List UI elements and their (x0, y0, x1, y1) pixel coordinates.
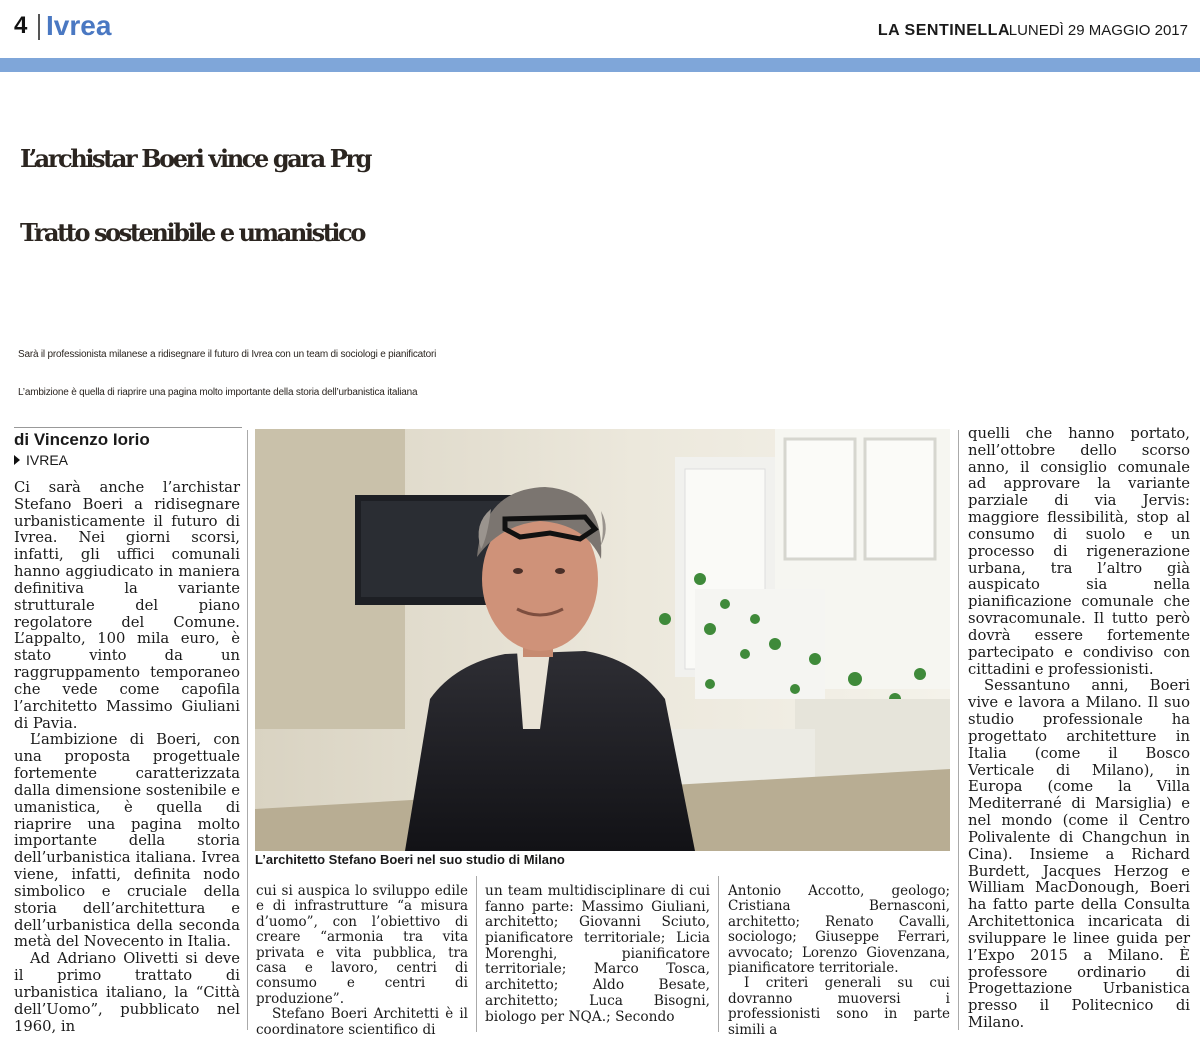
headline-line-2: Tratto sostenibile e umanistico (20, 218, 364, 247)
column-divider (247, 430, 248, 1030)
dateline (14, 452, 242, 468)
subheadline-line-1: Sarà il professionista milanese a ridisegnare il futuro di Ivrea con un team di sociologi e pianificatori (18, 349, 437, 360)
masthead (0, 0, 1200, 55)
paragraph: Ad Adriano Olivetti si deve il primo trattato di urbanistica italiano, la “Città dell’Uomo”, pubblicato nel 1960, in (14, 950, 240, 1035)
publication-date: LUNEDÌ 29 MAGGIO 2017 (1008, 22, 1188, 39)
subheadline-line-2: L’ambizione è quella di riaprire una pagina molto importante della storia dell’urbanistica italiana (18, 387, 418, 398)
page-number: 4 (14, 12, 28, 39)
header-rule (0, 58, 1200, 72)
paragraph: L’ambizione di Boeri, con una proposta progettuale fortemente caratterizzata dalla dimensione sostenibile e umanistica, è quella di riaprire una pagina molto importante della storia dell’urbanistica italiana. Ivrea viene, infatti, definita nodo simbolico e cruciale della storia dell’architettura e dell’urbanistica della seconda metà del Novecento in Italia. (14, 731, 240, 951)
article-column-1 (14, 480, 240, 1035)
subheadline (18, 336, 1198, 412)
paragraph: Ci sarà anche l’archistar Stefano Boeri a ridisegnare urbanisticamente il futuro di Ivrea. Nei giorni scorsi, infatti, gli uffici comunali hanno aggiudicato in maniera definitiva la variante strutturale del piano regolatore del Comune. L’appalto, 100 mila euro, è stato vinto da un raggruppamento temporaneo che vede come capofila l’architetto Massimo Giuliani di Pavia. (14, 479, 240, 732)
masthead-separator (38, 14, 40, 40)
dateline-location: IVREA (26, 452, 69, 468)
section-title: Ivrea (46, 10, 112, 41)
paragraph: un team multidisciplinare di cui fanno parte: Massimo Giuliani, architetto; Giovanni Sciuto, pianificatore territoriale; Licia Morenghi, pianificatore territoriale; Marco Tosca, architetto; Aldo Besate, architetto; Luca Bisogni, biologo per NQA.; Secondo (485, 883, 710, 1025)
headline (20, 122, 1190, 270)
photo-caption: L’architetto Stefano Boeri nel suo studio di Milano (255, 852, 565, 867)
paragraph: I criteri generali su cui dovranno muoversi i professionisti sono in parte simili a (728, 975, 950, 1038)
article-column-4 (728, 884, 950, 1038)
headline-line-1: L’archistar Boeri vince gara Prg (20, 144, 370, 173)
article-column-2 (256, 884, 468, 1038)
newspaper-name: LA SENTINELLA (877, 22, 1010, 39)
column-divider (718, 876, 719, 1032)
paragraph: quelli che hanno portato, nell’ottobre dello scorso anno, il consiglio comunale ad approvare la variante parziale di via Jervis: maggiore flessibilità, stop al consumo di suolo e un processo di rigenerazione urbana, tra l’altro già auspicato sia nella pianificazione comunale che sovracomunale. Il tutto però dovrà essere fortemente partecipato e condiviso con cittadini e professionisti. (968, 425, 1190, 678)
article-column-3 (485, 884, 710, 1025)
photo-architect-studio (255, 429, 950, 851)
column-divider (958, 430, 959, 1030)
paragraph: Sessantuno anni, Boeri vive e lavora a Milano. Il suo studio professionale ha progettato architetture in Italia (come il Bosco Verticale di Milano), in Europa (come la Villa Mediterrané di Marsiglia) e nel mondo (come il Centro Polivalente di Changchun in Cina). Insieme a Richard Burdett, Jacques Herzog e William MacDonough, Boeri ha fatto parte della Consulta Architettonica incaricata di sviluppare le linee guida per l’Expo 2015 a Milano. È professore ordinario di Progettazione Urbanistica presso il Politecnico di Milano. (968, 677, 1190, 1031)
paragraph: Stefano Boeri Architetti è il coordinatore scientifico di (256, 1006, 468, 1038)
column-divider (476, 876, 477, 1032)
paragraph: Antonio Accotto, geologo; Cristiana Bernasconi, architetto; Renato Cavalli, sociologo; Giuseppe Ferrari, avvocato; Lorenzo Giovenzana, pianificatore territoriale. (728, 883, 950, 977)
photo-illustration (255, 429, 950, 851)
triangle-bullet-icon (14, 455, 20, 465)
author: di Vincenzo Iorio (14, 430, 150, 449)
article-column-5 (968, 426, 1190, 1032)
paragraph: cui si auspica lo sviluppo edile e di infrastrutture “a misura d’uomo”, con l’obiettivo di creare “armonia tra vita privata e vita pubblica, tra casa e lavoro, centri di consumo e centri di produzione”. (256, 883, 468, 1007)
byline (14, 427, 242, 468)
